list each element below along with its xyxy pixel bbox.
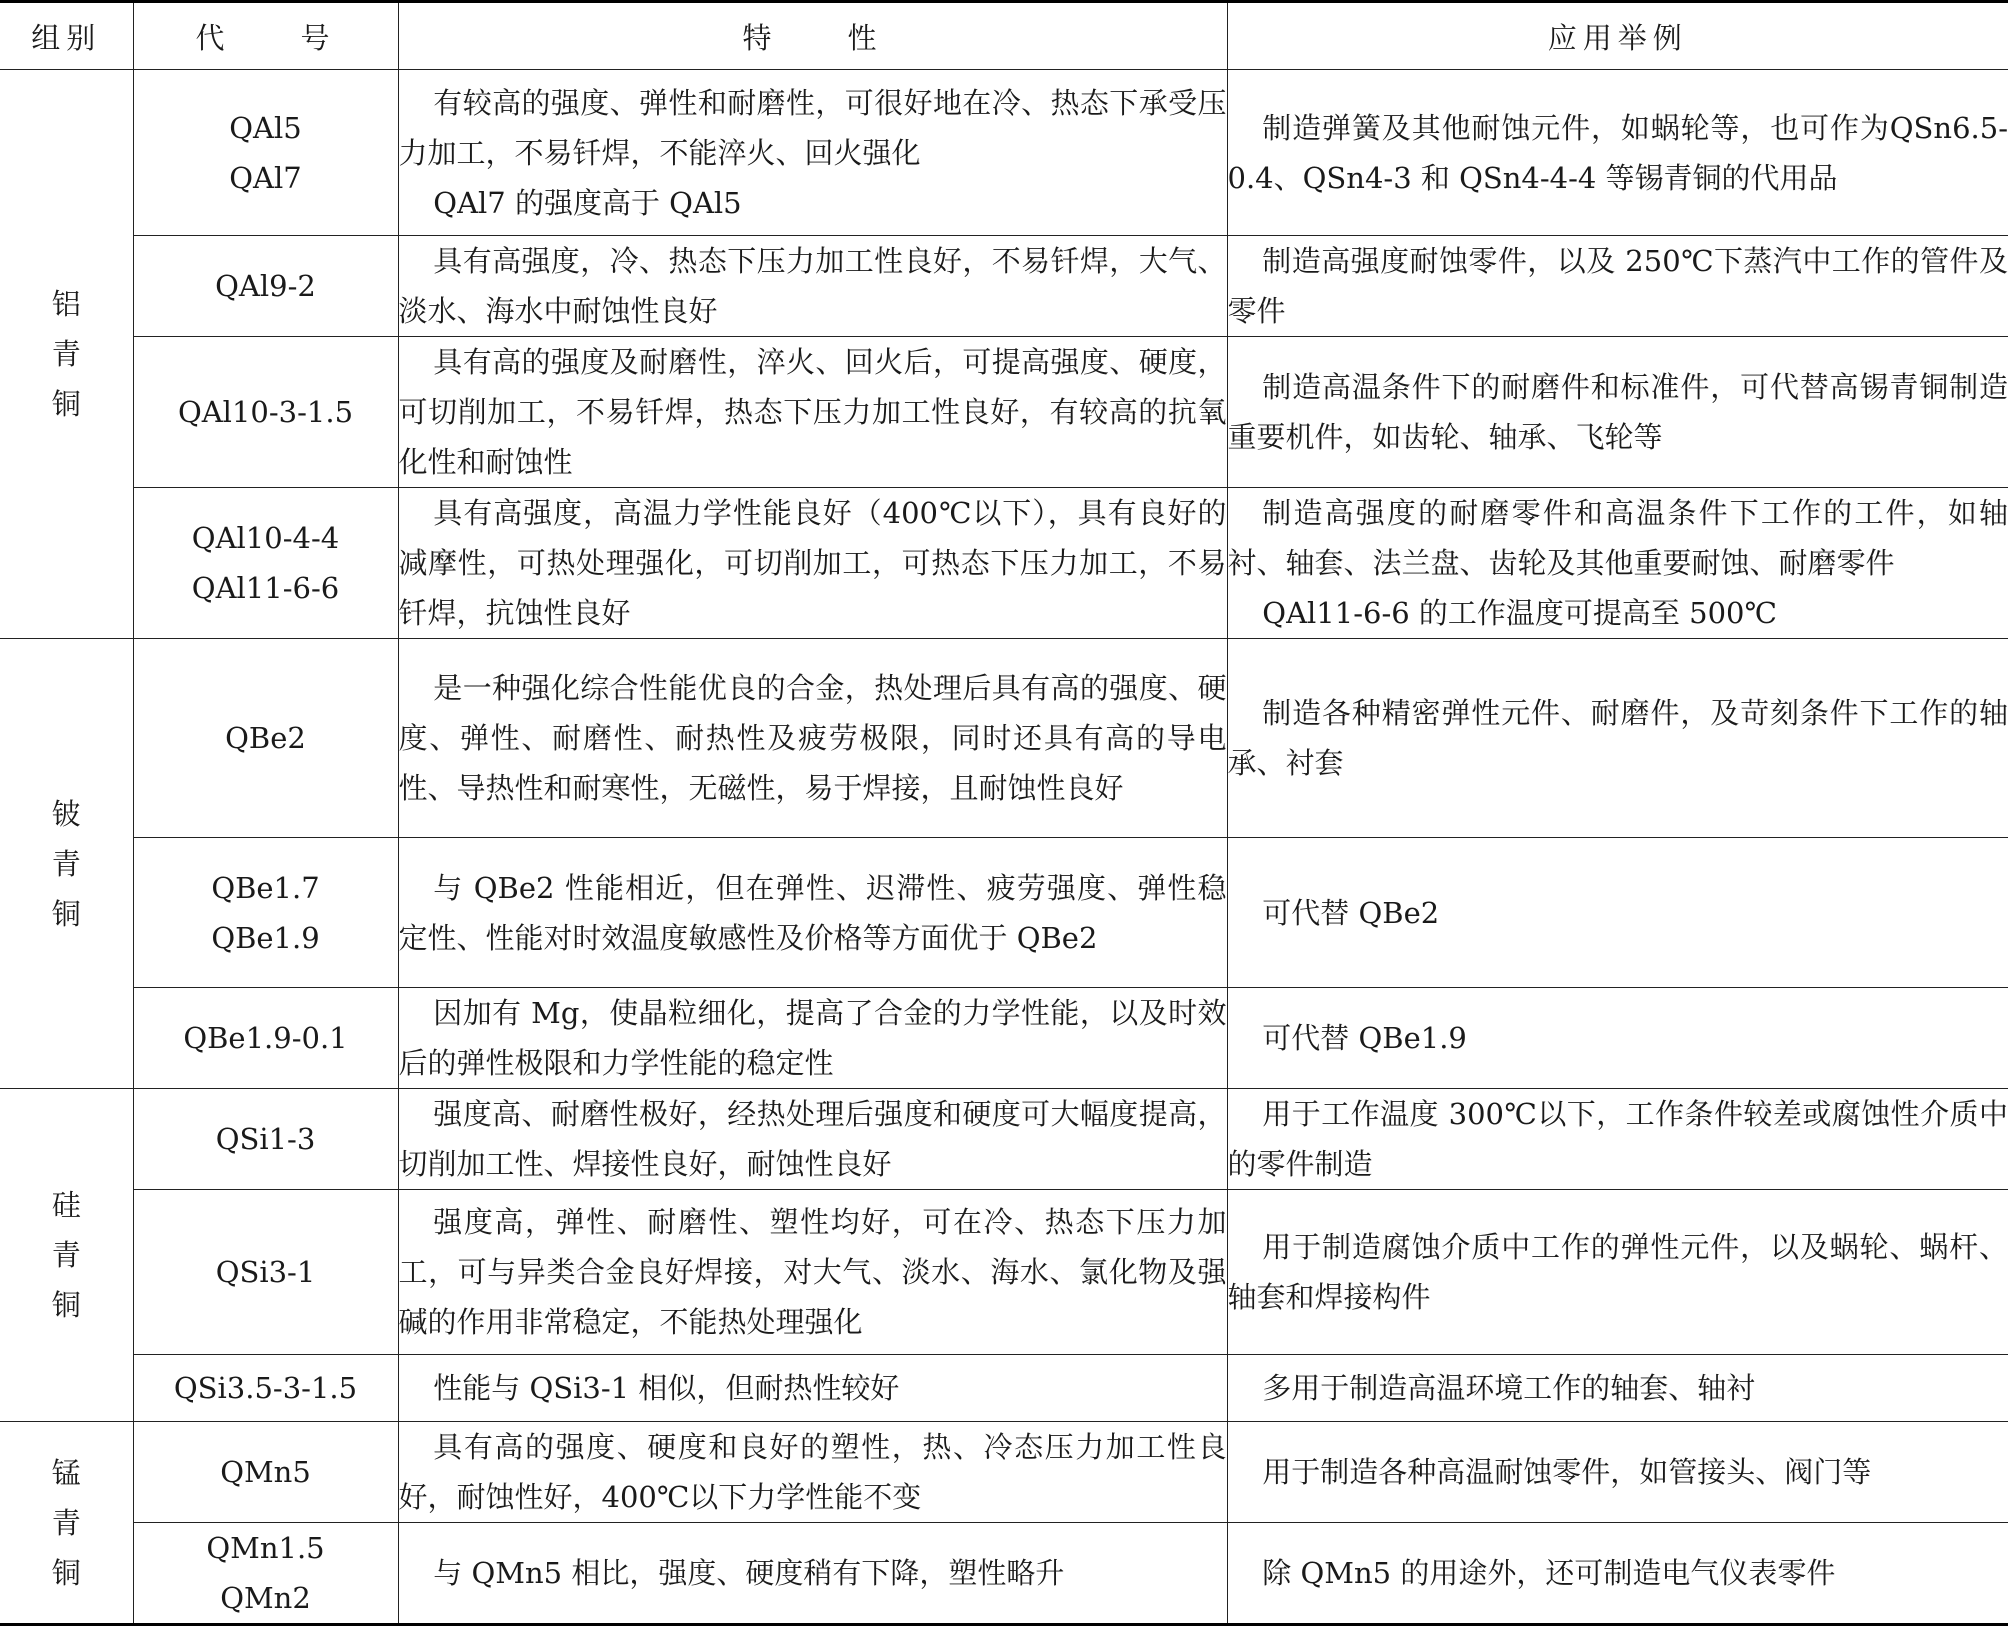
table-row xyxy=(0,488,2008,639)
property-text: 性能与 QSi3-1 相似，但耐热性较好 xyxy=(399,1363,1227,1413)
application-cell xyxy=(1227,639,2008,838)
property-cell xyxy=(398,639,1227,838)
table-row xyxy=(0,1190,2008,1355)
application-cell xyxy=(1227,1190,2008,1355)
application-text: 可代替 QBe2 xyxy=(1228,888,2008,938)
code-cell xyxy=(133,639,398,838)
application-cell xyxy=(1227,1523,2008,1625)
property-text: 强度高、耐磨性极好，经热处理后强度和硬度可大幅度提高，切削加工性、焊接性良好，耐蚀性良好 xyxy=(399,1089,1227,1189)
application-cell xyxy=(1227,337,2008,488)
property-cell xyxy=(398,236,1227,337)
property-cell xyxy=(398,1190,1227,1355)
table-row xyxy=(0,337,2008,488)
group-char: 铝 xyxy=(0,279,133,329)
group-char: 青 xyxy=(0,1498,133,1548)
group-char: 铜 xyxy=(0,1280,133,1330)
application-text: 除 QMn5 的用途外，还可制造电气仪表零件 xyxy=(1228,1548,2008,1598)
application-cell xyxy=(1227,838,2008,988)
application-text: 制造高强度的耐磨零件和高温条件下工作的工件，如轴衬、轴套、法兰盘、齿轮及其他重要耐蚀、耐磨零件 xyxy=(1228,488,2008,588)
group-char: 铜 xyxy=(0,379,133,429)
application-text: 制造弹簧及其他耐蚀元件，如蜗轮等，也可作为QSn6.5-0.4、QSn4-3 和 QSn4-4-4 等锡青铜的代用品 xyxy=(1228,103,2008,203)
table-row xyxy=(0,639,2008,838)
application-cell xyxy=(1227,1089,2008,1190)
application-text: 多用于制造高温环境工作的轴套、轴衬 xyxy=(1228,1363,2008,1413)
header-code: 代 号 xyxy=(133,2,398,70)
code-value: QAl11-6-6 xyxy=(134,563,398,613)
property-text: 具有高强度，高温力学性能良好（400℃以下），具有良好的减摩性，可热处理强化，可切削加工，可热态下压力加工，不易钎焊，抗蚀性良好 xyxy=(399,488,1227,638)
code-value: QAl9-2 xyxy=(134,261,398,311)
group-char: 青 xyxy=(0,839,133,889)
property-text: 因加有 Mg，使晶粒细化，提高了合金的力学性能，以及时效后的弹性极限和力学性能的稳定性 xyxy=(399,988,1227,1088)
property-text: 具有高的强度、硬度和良好的塑性，热、冷态压力加工性良好，耐蚀性好，400℃以下力学性能不变 xyxy=(399,1422,1227,1522)
application-cell xyxy=(1227,1422,2008,1523)
group-char: 铜 xyxy=(0,1548,133,1598)
property-text: 与 QMn5 相比，强度、硬度稍有下降，塑性略升 xyxy=(399,1548,1227,1598)
code-value: QMn1.5 xyxy=(134,1523,398,1573)
application-cell xyxy=(1227,488,2008,639)
code-value: QBe1.7 xyxy=(134,863,398,913)
code-cell xyxy=(133,488,398,639)
application-text: QAl11-6-6 的工作温度可提高至 500℃ xyxy=(1228,588,2008,638)
table-row xyxy=(0,988,2008,1089)
code-value: QBe2 xyxy=(134,713,398,763)
property-text: 强度高，弹性、耐磨性、塑性均好，可在冷、热态下压力加工，可与异类合金良好焊接，对大气、淡水、海水、氯化物及强碱的作用非常稳定，不能热处理强化 xyxy=(399,1197,1227,1347)
code-value: QAl7 xyxy=(134,153,398,203)
header-group: 组别 xyxy=(0,2,133,70)
code-cell xyxy=(133,337,398,488)
code-cell xyxy=(133,70,398,236)
application-text: 用于工作温度 300℃以下，工作条件较差或腐蚀性介质中的零件制造 xyxy=(1228,1089,2008,1189)
table-row xyxy=(0,236,2008,337)
table-row xyxy=(0,1355,2008,1422)
group-cell-silicon-bronze xyxy=(0,1089,133,1422)
code-value: QMn2 xyxy=(134,1573,398,1623)
property-cell xyxy=(398,988,1227,1089)
code-value: QAl10-4-4 xyxy=(134,513,398,563)
group-char: 硅 xyxy=(0,1180,133,1230)
application-text: 用于制造腐蚀介质中工作的弹性元件，以及蜗轮、蜗杆、轴套和焊接构件 xyxy=(1228,1222,2008,1322)
code-value: QAl10-3-1.5 xyxy=(134,387,398,437)
group-cell-beryllium-bronze xyxy=(0,639,133,1089)
property-cell xyxy=(398,70,1227,236)
property-text: QAl7 的强度高于 QAl5 xyxy=(399,178,1227,228)
group-char: 锰 xyxy=(0,1448,133,1498)
header-property: 特 性 xyxy=(398,2,1227,70)
application-text: 用于制造各种高温耐蚀零件，如管接头、阀门等 xyxy=(1228,1447,2008,1497)
code-value: QSi3-1 xyxy=(134,1247,398,1297)
application-text: 制造高强度耐蚀零件，以及 250℃下蒸汽中工作的管件及零件 xyxy=(1228,236,2008,336)
property-text: 有较高的强度、弹性和耐磨性，可很好地在冷、热态下承受压力加工，不易钎焊，不能淬火、回火强化 xyxy=(399,78,1227,178)
property-cell xyxy=(398,1355,1227,1422)
table-row xyxy=(0,1089,2008,1190)
header-application: 应用举例 xyxy=(1227,2,2008,70)
code-cell xyxy=(133,1190,398,1355)
application-text: 制造各种精密弹性元件、耐磨件，及苛刻条件下工作的轴承、衬套 xyxy=(1228,688,2008,788)
application-cell xyxy=(1227,988,2008,1089)
group-char: 铍 xyxy=(0,789,133,839)
code-value: QSi1-3 xyxy=(134,1114,398,1164)
code-cell xyxy=(133,1422,398,1523)
group-char: 青 xyxy=(0,1230,133,1280)
property-text: 具有高强度，冷、热态下压力加工性良好，不易钎焊，大气、淡水、海水中耐蚀性良好 xyxy=(399,236,1227,336)
code-value: QSi3.5-3-1.5 xyxy=(134,1363,398,1413)
code-value: QAl5 xyxy=(134,103,398,153)
property-cell xyxy=(398,1089,1227,1190)
table-row xyxy=(0,838,2008,988)
code-value: QBe1.9-0.1 xyxy=(134,1013,398,1063)
property-cell xyxy=(398,838,1227,988)
code-value: QMn5 xyxy=(134,1447,398,1497)
group-char: 青 xyxy=(0,329,133,379)
code-cell xyxy=(133,1355,398,1422)
application-text: 制造高温条件下的耐磨件和标准件，可代替高锡青铜制造重要机件，如齿轮、轴承、飞轮等 xyxy=(1228,362,2008,462)
table-header-row xyxy=(0,2,2008,70)
code-cell xyxy=(133,236,398,337)
group-char: 铜 xyxy=(0,889,133,939)
property-cell xyxy=(398,488,1227,639)
application-cell xyxy=(1227,1355,2008,1422)
application-cell xyxy=(1227,236,2008,337)
table-row xyxy=(0,1523,2008,1625)
group-cell-manganese-bronze xyxy=(0,1422,133,1625)
property-cell xyxy=(398,1523,1227,1625)
table-row xyxy=(0,70,2008,236)
code-value: QBe1.9 xyxy=(134,913,398,963)
property-text: 与 QBe2 性能相近，但在弹性、迟滞性、疲劳强度、弹性稳定性、性能对时效温度敏感性及价格等方面优于 QBe2 xyxy=(399,863,1227,963)
table-row xyxy=(0,1422,2008,1523)
group-cell-aluminum-bronze xyxy=(0,70,133,639)
property-cell xyxy=(398,1422,1227,1523)
property-cell xyxy=(398,337,1227,488)
property-text: 是一种强化综合性能优良的合金，热处理后具有高的强度、硬度、弹性、耐磨性、耐热性及疲劳极限，同时还具有高的导电性、导热性和耐寒性，无磁性，易于焊接，且耐蚀性良好 xyxy=(399,663,1227,813)
application-cell xyxy=(1227,70,2008,236)
code-cell xyxy=(133,1089,398,1190)
code-cell xyxy=(133,838,398,988)
code-cell xyxy=(133,988,398,1089)
code-cell xyxy=(133,1523,398,1625)
property-text: 具有高的强度及耐磨性，淬火、回火后，可提高强度、硬度，可切削加工，不易钎焊，热态下压力加工性良好，有较高的抗氧化性和耐蚀性 xyxy=(399,337,1227,487)
application-text: 可代替 QBe1.9 xyxy=(1228,1013,2008,1063)
